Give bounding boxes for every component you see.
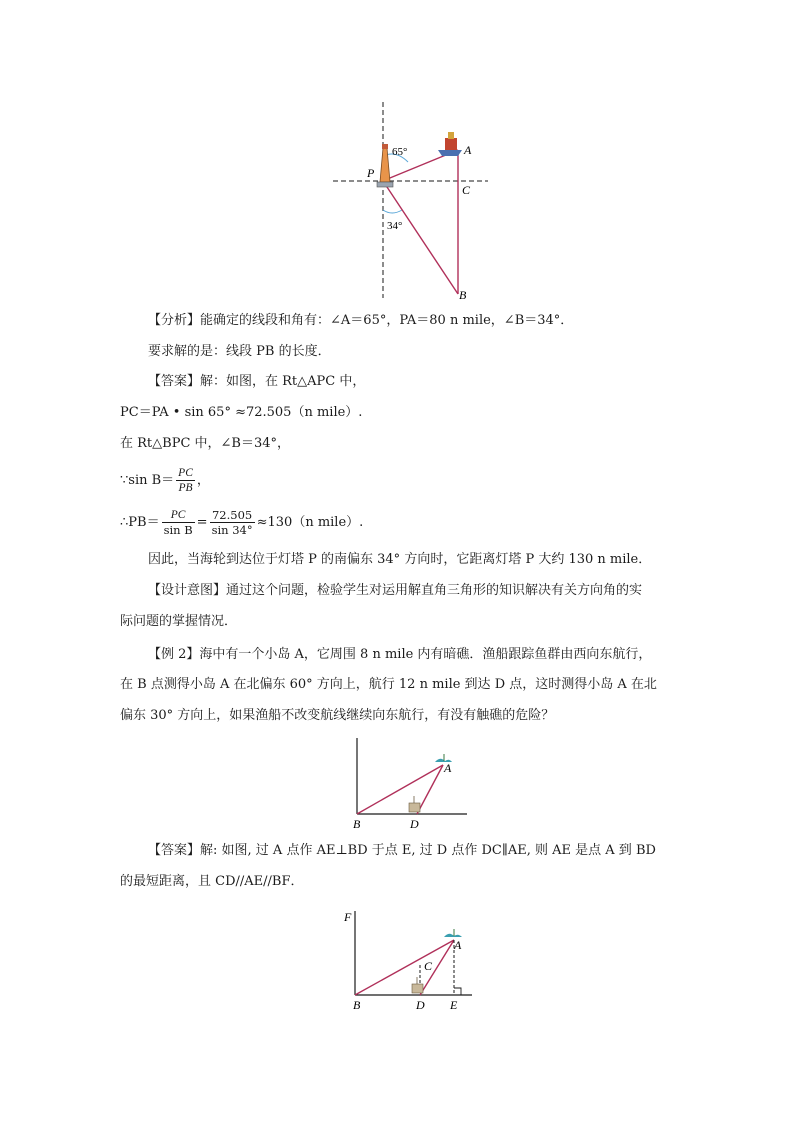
analysis-tag: 【分析】 [148, 313, 201, 328]
design-tag: 【设计意图】 [148, 583, 227, 598]
sin-prefix: ∵sin B＝ [120, 473, 175, 488]
point-label-A: A [464, 143, 472, 157]
point-label-C: C [424, 959, 433, 973]
island-icon [444, 929, 462, 937]
design-text-1: 通过这个问题，检验学生对运用解直角三角形的知识解决有关方向角的实 [226, 583, 643, 598]
angle-label-34: 34° [387, 220, 403, 232]
figure-lighthouse-diagram [330, 98, 500, 303]
point-label-D: D [416, 998, 425, 1012]
figure-island-diagram-2 [340, 907, 480, 1013]
analysis-text: 能确定的线段和角有：∠A＝65°，PA＝80 n mile，∠B＝34°． [200, 313, 574, 328]
pb-fraction-2 [210, 508, 255, 537]
answer1-intro-line [148, 373, 365, 391]
point-label-P: P [367, 166, 375, 180]
answer1-tag: 【答案】 [148, 374, 201, 389]
answer1-sin-line [120, 466, 210, 495]
pb-denominator-2: sin 34° [211, 523, 253, 537]
point-label-A: A [444, 761, 452, 775]
answer2-tag: 【答案】 [148, 843, 201, 858]
pb-prefix: ∴PB＝ [120, 515, 160, 530]
pb-numerator-2: 72.505 [210, 508, 255, 523]
point-label-B: B [353, 998, 361, 1012]
point-label-B: B [353, 817, 361, 830]
fishing-boat-icon [409, 796, 420, 812]
point-label-E: E [450, 998, 458, 1012]
example2-tag: 【例 2】 [148, 647, 200, 662]
segment-PB [385, 184, 458, 294]
answer1-conclusion: 因此，当海轮到达位于灯塔 P 的南偏东 34° 方向时，它距离灯塔 P 大约 130 n mile． [148, 552, 652, 567]
answer2-text-1: 解: 如图, 过 A 点作 AE⊥BD 于点 E, 过 D 点作 DC∥AE, 则 AE 是点 A 到 BD [200, 843, 656, 858]
sin-fraction [176, 466, 195, 495]
right-angle-mark [454, 988, 461, 995]
angle-arc-34 [383, 210, 402, 213]
answer2-line-1 [148, 842, 656, 860]
pb-numerator-1: PC [162, 508, 195, 523]
answer1-rt-bpc: 在 Rt△BPC 中，∠B＝34°， [120, 436, 291, 451]
ship-icon [438, 132, 462, 156]
point-label-F: F [344, 910, 352, 924]
point-label-C: C [462, 183, 471, 197]
point-label-D: D [410, 817, 419, 830]
pb-denominator-1: sin B [163, 523, 193, 537]
sin-denominator: PB [178, 482, 193, 494]
angle-label-65: 65° [392, 146, 408, 158]
answer1-intro: 解：如图，在 Rt△APC 中， [200, 374, 366, 389]
point-label-A: A [454, 938, 462, 952]
sin-suffix: ， [196, 473, 210, 488]
design-line-2: 际问题的掌握情况． [120, 614, 238, 629]
fishing-boat-icon [412, 977, 423, 993]
design-line-1 [148, 582, 642, 600]
figure-island-diagram-1 [345, 734, 475, 830]
point-label-B: B [459, 288, 467, 302]
example2-line-1 [148, 646, 651, 664]
pb-equals: = [196, 515, 208, 530]
example2-text-1: 海中有一个小岛 A，它周围 8 n mile 内有暗礁．渔船跟踪鱼群由西向东航行， [199, 647, 652, 662]
example2-line-2: 在 B 点测得小岛 A 在北偏东 60° 方向上，航行 12 n mile 到达 D 点，这时测得小岛 A 在北 [120, 677, 657, 692]
analysis-goal: 要求解的是：线段 PB 的长度． [148, 344, 331, 359]
segment-BA [355, 940, 454, 995]
answer2-line-2: 的最短距离，且 CD//AE//BF． [120, 874, 304, 889]
pb-fraction-1 [162, 508, 195, 537]
example2-line-3: 偏东 30° 方向上，如果渔船不改变航线继续向东航行，有没有触礁的危险？ [120, 708, 555, 723]
answer1-pc: PC＝PA • sin 65° ≈72.505（n mile）. [120, 405, 363, 420]
sin-numerator: PC [178, 467, 193, 479]
analysis-line [148, 312, 573, 330]
answer1-pb-line [120, 508, 363, 537]
pb-suffix: ≈130（n mile）. [256, 515, 364, 530]
